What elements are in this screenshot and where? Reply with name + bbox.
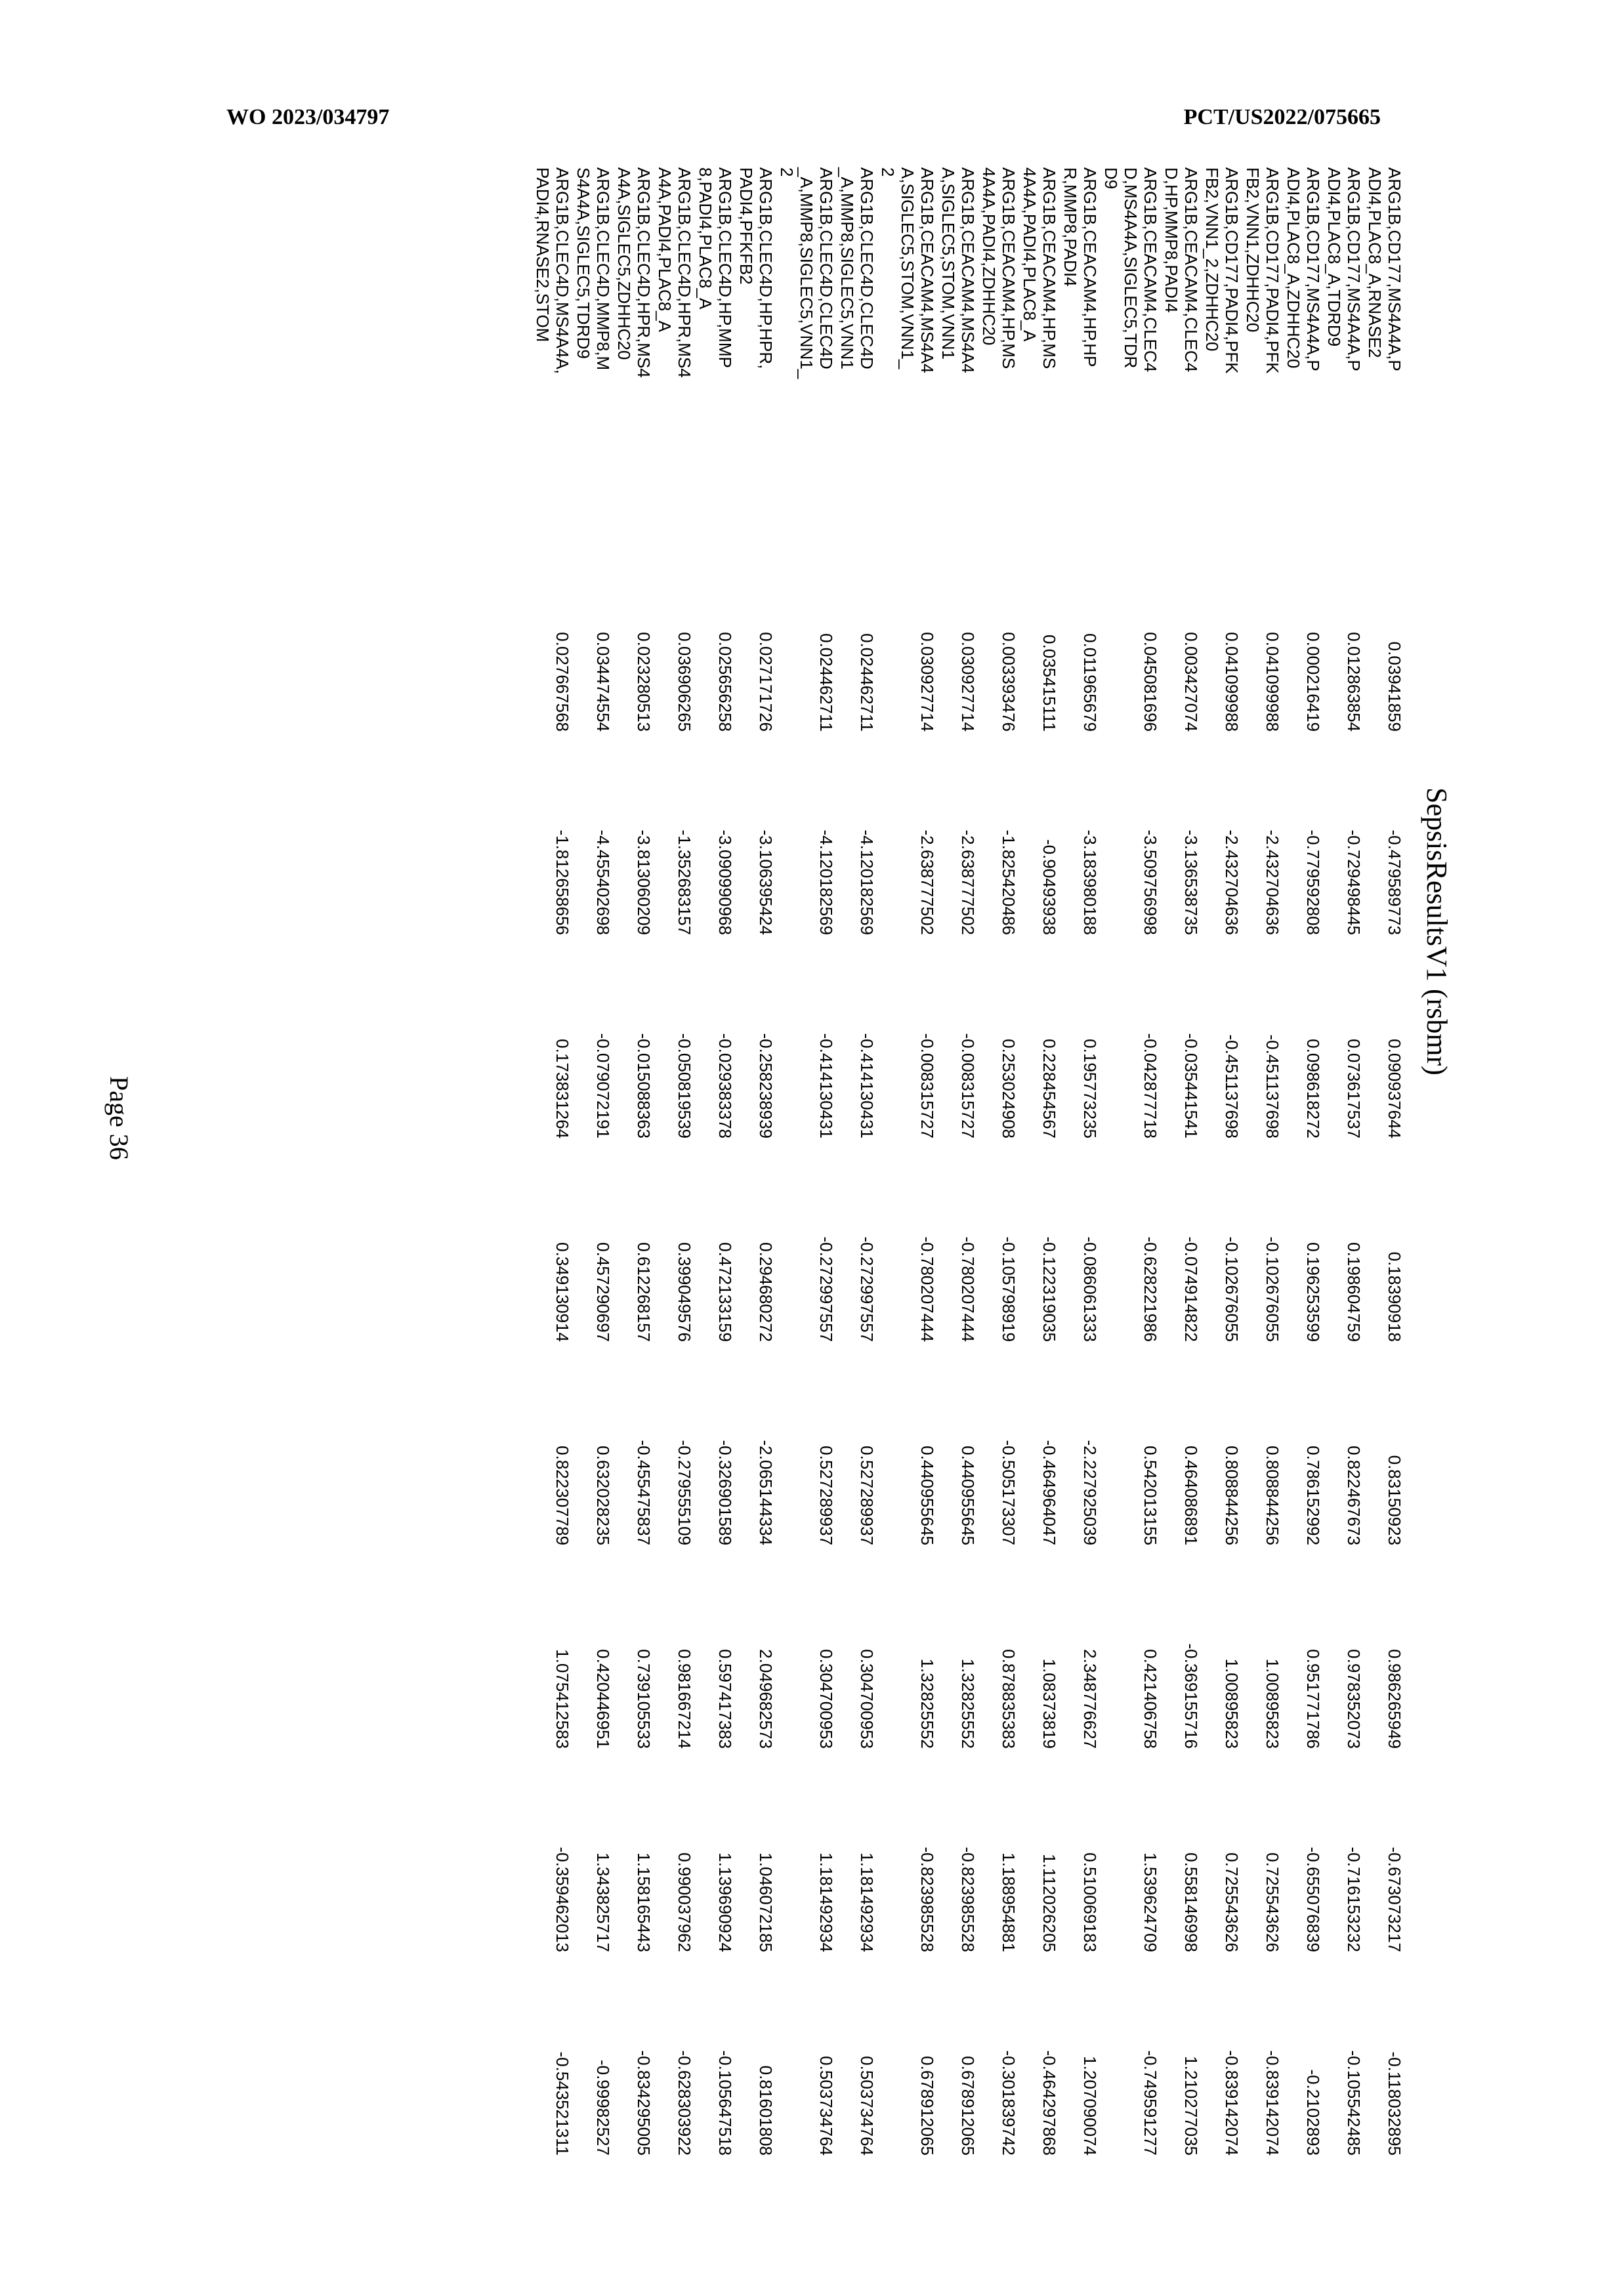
gene-set-line: A,SIGLEC5,STOM,VNN1_	[898, 167, 917, 369]
value-cell: 1.539624709	[1141, 1852, 1160, 1952]
value-cell: 0.027171726	[756, 632, 776, 732]
gene-set-cell	[1323, 167, 1364, 528]
value-cell: -0.272997557	[816, 1236, 836, 1342]
value-cell: 0.030927714	[958, 632, 978, 732]
value-cell: -0.258238939	[756, 1033, 776, 1138]
value-cell: 0.739105533	[634, 1649, 654, 1749]
value-cell: -0.780207444	[917, 1236, 937, 1342]
value-cell: 0.349130914	[553, 1242, 572, 1342]
value-cell: -1.812658656	[553, 829, 572, 935]
value-cell: 2.348776627	[1080, 1649, 1100, 1749]
table-row	[1059, 167, 1100, 2156]
value-cell: -0.505173307	[999, 1440, 1018, 1545]
table-row	[532, 167, 572, 2156]
value-cell: -0.839142074	[1263, 2050, 1282, 2156]
value-cell: -1.825420486	[999, 829, 1018, 935]
value-cell: 0.173831264	[553, 1039, 572, 1138]
value-cell: 0.003393476	[999, 632, 1018, 732]
value-cell: -0.118032895	[1385, 2051, 1404, 2156]
value-cell: -0.086061333	[1080, 1236, 1100, 1342]
value-cell: 0.027667568	[553, 632, 572, 732]
value-cell: -2.432704636	[1263, 829, 1282, 935]
table-row	[654, 167, 694, 2156]
value-cell: -0.543521311	[553, 2051, 572, 2156]
value-cell: -2.638777502	[958, 829, 978, 935]
gene-set-cell	[654, 167, 694, 528]
value-cell: 1.00895823	[1263, 1658, 1282, 1749]
value-cell: 0.294680272	[756, 1242, 776, 1342]
gene-set-line: ARG1B,CD177,MS4A4A,P	[1385, 167, 1404, 371]
value-cell: -3.136538735	[1181, 829, 1201, 935]
value-cell: -0.823985528	[958, 1847, 978, 1952]
value-cell: 1.112026205	[1040, 1854, 1059, 1952]
value-cell: -0.464297868	[1040, 2050, 1059, 2156]
value-cell: 0.440955645	[958, 1446, 978, 1545]
gene-set-line: ARG1B,CEACAM4,MS4A4	[917, 167, 937, 373]
gene-set-line: R,MMP8,PADI4	[1060, 167, 1080, 287]
value-cell: -0.272997557	[857, 1236, 877, 1342]
value-cell: 0.030927714	[917, 632, 937, 732]
value-cell: -0.628221986	[1141, 1236, 1160, 1342]
value-cell: 0.822307789	[553, 1446, 572, 1545]
value-cell: 0.632028235	[593, 1446, 613, 1545]
gene-set-cell	[1018, 167, 1059, 528]
gene-set-cell	[572, 167, 613, 528]
value-cell: 1.32825552	[958, 1658, 978, 1749]
table-row	[776, 167, 836, 2156]
value-cell: 0.981667214	[675, 1649, 694, 1749]
value-cell: -0.074914822	[1181, 1236, 1201, 1342]
value-cell: 0.03941859	[1385, 641, 1404, 732]
value-cell: 0.978352073	[1344, 1649, 1364, 1749]
gene-set-line: ARG1B,CEACAM4,MS4A4	[958, 167, 978, 373]
table-title: SepsisResultsV1 (rsbmr)	[1421, 787, 1453, 1075]
value-cell: 0.198604759	[1344, 1242, 1364, 1342]
gene-set-line: ADI4,PLAC8_A,RNASE2	[1365, 167, 1385, 358]
value-cell: 0.041099988	[1263, 632, 1282, 732]
value-cell: -0.008315727	[917, 1033, 937, 1138]
value-cell: 0.025656258	[715, 632, 735, 732]
value-cell: 0.786152992	[1303, 1446, 1323, 1545]
value-cell: 0.822467673	[1344, 1446, 1364, 1545]
gene-set-line: ARG1B,CLEC4D,MS4A4A,	[553, 167, 572, 375]
gene-set-line: ARG1B,CLEC4D,HP,MMP	[715, 167, 735, 368]
value-cell: 0.090937644	[1385, 1039, 1404, 1138]
value-cell: 0.81601808	[756, 2065, 776, 2156]
page-number: Page 36	[104, 1076, 134, 1160]
value-cell: 1.210277035	[1181, 2056, 1201, 2156]
value-cell: 0.420446951	[593, 1649, 613, 1749]
value-cell: -0.716153232	[1344, 1847, 1364, 1952]
value-cell: -3.183980188	[1080, 829, 1100, 935]
gene-set-cell	[836, 167, 877, 528]
value-cell: -3.106395424	[756, 829, 776, 935]
value-cell: 0.399049576	[675, 1242, 694, 1342]
gene-set-cell	[937, 167, 978, 528]
table-row	[1282, 167, 1323, 2156]
gene-set-cell	[1100, 167, 1160, 528]
value-cell: 0.510069183	[1080, 1852, 1100, 1952]
value-cell: 0.228454567	[1040, 1039, 1059, 1138]
value-cell: 0.041099988	[1222, 632, 1242, 732]
value-cell: 1.181492934	[857, 1852, 877, 1952]
gene-set-line: FB2,VNN1,ZDHHC20	[1243, 167, 1263, 333]
patent-number: WO 2023/034797	[226, 105, 390, 129]
value-cell: 0.421406758	[1141, 1649, 1160, 1749]
gene-set-line: ARG1B,CD177,MS4A4A,P	[1344, 167, 1364, 371]
value-cell: -0.414130431	[857, 1033, 877, 1138]
value-cell: 0.503734764	[816, 2056, 836, 2156]
value-cell: 0.023280513	[634, 632, 654, 732]
gene-set-line: 2	[878, 167, 898, 177]
value-cell: -0.050819539	[675, 1033, 694, 1138]
value-cell: -0.2102893	[1303, 2069, 1323, 2156]
value-cell: 0.542013155	[1141, 1446, 1160, 1545]
gene-set-line: PADI4,PFKFB2	[736, 167, 756, 285]
value-cell: 0.034474554	[593, 632, 613, 732]
value-cell: 2.049682573	[756, 1649, 776, 1749]
value-cell: 0.527289937	[857, 1446, 877, 1545]
value-cell: -4.455402698	[593, 829, 613, 935]
value-cell: 0.503734764	[857, 2056, 877, 2156]
gene-set-line: ARG1B,CD177,PADI4,PFK	[1263, 167, 1282, 374]
value-cell: 0.472133159	[715, 1242, 735, 1342]
value-cell: 0.098618272	[1303, 1039, 1323, 1138]
table-row	[1201, 167, 1242, 2156]
value-cell: 0.073617537	[1344, 1039, 1364, 1138]
table-row	[1160, 167, 1201, 2156]
value-cell: 0.18390918	[1385, 1251, 1404, 1342]
value-cell: 1.139690924	[715, 1852, 735, 1952]
value-cell: -0.479589773	[1385, 829, 1404, 935]
table-row	[735, 167, 776, 2156]
value-cell: -0.729498445	[1344, 829, 1364, 935]
value-cell: 0.457290697	[593, 1242, 613, 1342]
table-body	[532, 167, 1404, 2156]
value-cell: 0.035415111	[1040, 635, 1059, 732]
value-cell: 0.195773235	[1080, 1039, 1100, 1138]
gene-set-line: ARG1B,CEACAM4,HP,MS	[999, 167, 1018, 369]
gene-set-cell	[694, 167, 735, 528]
gene-set-line: D,MS4A4A,SIGLEC5,TDR	[1121, 167, 1141, 369]
gene-set-line: ARG1B,CLEC4D,HPR,MS4	[634, 167, 654, 378]
value-cell: -0.749591277	[1141, 2050, 1160, 2156]
value-cell: -2.638777502	[917, 829, 937, 935]
value-cell: -4.120182569	[857, 829, 877, 935]
value-cell: -1.352683157	[675, 829, 694, 935]
value-cell: 0.440955645	[917, 1446, 937, 1545]
gene-set-line: _A,MMP8,SIGLEC5,VNN1_	[797, 167, 816, 379]
gene-set-line: _A,MMP8,SIGLEC5,VNN1	[837, 167, 857, 369]
value-cell: -0.839142074	[1222, 2050, 1242, 2156]
value-cell: -0.035441541	[1181, 1033, 1201, 1138]
value-cell: -0.326901589	[715, 1440, 735, 1545]
table-row	[1364, 167, 1404, 2156]
value-cell: 0.011965679	[1080, 633, 1100, 732]
table-row	[1018, 167, 1059, 2156]
value-cell: 0.464086891	[1181, 1446, 1201, 1545]
value-cell: -0.90493938	[1040, 839, 1059, 935]
gene-set-cell	[1282, 167, 1323, 528]
gene-set-line: 2	[777, 167, 797, 177]
value-cell: -0.079072191	[593, 1033, 613, 1138]
value-cell: -0.301839742	[999, 2050, 1018, 2156]
value-cell: 1.158165443	[634, 1852, 654, 1952]
gene-set-line: ARG1B,CLEC4D,HPR,MS4	[675, 167, 694, 378]
value-cell: -0.105798919	[999, 1236, 1018, 1342]
gene-set-cell	[1242, 167, 1282, 528]
application-number: PCT/US2022/075665	[1183, 105, 1381, 129]
gene-set-cell	[877, 167, 937, 528]
value-cell: -3.090990968	[715, 829, 735, 935]
gene-set-cell	[1160, 167, 1201, 528]
gene-set-line: ARG1B,CEACAM4,CLEC4	[1141, 167, 1160, 373]
value-cell: -0.359462013	[553, 1847, 572, 1952]
value-cell: 1.075412583	[553, 1649, 572, 1749]
gene-set-line: ARG1B,CLEC4D,HP,HPR,	[756, 167, 776, 369]
value-cell: -0.779592808	[1303, 829, 1323, 935]
table-row	[1100, 167, 1160, 2156]
value-cell: 0.597417383	[715, 1649, 735, 1749]
gene-set-line: ARG1B,CLEC4D,CLEC4D	[857, 167, 877, 369]
value-cell: 0.304700953	[857, 1649, 877, 1749]
value-cell: -2.065144334	[756, 1440, 776, 1545]
value-cell: 0.878835383	[999, 1649, 1018, 1749]
value-cell: -0.122319035	[1040, 1236, 1059, 1342]
value-cell: -4.120182569	[816, 829, 836, 935]
value-cell: -0.008315727	[958, 1033, 978, 1138]
value-cell: -0.102676055	[1222, 1236, 1242, 1342]
gene-set-cell	[776, 167, 836, 528]
gene-set-line: D9	[1101, 167, 1121, 190]
value-cell: 1.08373819	[1040, 1658, 1059, 1749]
gene-set-line: 8,PADI4,PLAC8_A	[696, 167, 715, 310]
gene-set-line: ARG1B,CD177,PADI4,PFK	[1222, 167, 1242, 374]
value-cell: -0.628303922	[675, 2050, 694, 2156]
value-cell: 1.343825717	[593, 1852, 613, 1952]
value-cell: 0.986265949	[1385, 1649, 1404, 1749]
gene-set-line: ADI4,PLAC8_A,ZDHHC20	[1284, 167, 1303, 369]
table-row	[836, 167, 877, 2156]
gene-set-cell	[1364, 167, 1404, 528]
gene-set-line: ARG1B,CEACAM4,HP,HP	[1080, 167, 1100, 367]
gene-set-line: 4A4A,PADI4,PLAC8_A	[1020, 167, 1040, 342]
value-cell: -0.042877718	[1141, 1033, 1160, 1138]
gene-set-cell	[1201, 167, 1242, 528]
value-cell: -0.105647518	[715, 2050, 735, 2156]
gene-set-line: S4A4A,SIGLEC5,TDRD9	[574, 167, 593, 359]
gene-set-line: A4A,PADI4,PLAC8_A	[655, 167, 675, 332]
value-cell: 0.024462711	[816, 633, 836, 732]
value-cell: -0.834295005	[634, 2050, 654, 2156]
value-cell: -0.102676055	[1263, 1236, 1282, 1342]
value-cell: -3.813060209	[634, 829, 654, 935]
gene-set-line: 4A4A,PADI4,ZDHHC20	[979, 167, 999, 346]
gene-set-line: FB2,VNN1_2,ZDHHC20	[1202, 167, 1222, 352]
value-cell: 0.003427074	[1181, 632, 1201, 732]
value-cell: -0.655076839	[1303, 1847, 1323, 1952]
value-cell: 1.00895823	[1222, 1658, 1242, 1749]
value-cell: 0.678912065	[917, 2056, 937, 2156]
gene-set-line: ARG1B,CEACAM4,CLEC4	[1181, 167, 1201, 373]
gene-set-line: ARG1B,CLEC4D,MMP8,M	[593, 167, 613, 371]
gene-set-cell	[532, 167, 572, 528]
gene-set-line: ARG1B,CD177,MS4A4A,P	[1303, 167, 1323, 371]
gene-set-line: A4A,SIGLEC5,ZDHHC20	[614, 167, 634, 360]
gene-set-line: ARG1B,CLEC4D,CLEC4D	[816, 167, 836, 369]
value-cell: 0.304700953	[816, 1649, 836, 1749]
value-cell: -3.509756998	[1141, 829, 1160, 935]
value-cell: 0.012863854	[1344, 632, 1364, 732]
value-cell: 0.527289937	[816, 1446, 836, 1545]
value-cell: 0.951771786	[1303, 1649, 1323, 1749]
gene-set-cell	[978, 167, 1018, 528]
results-table	[532, 167, 1404, 2156]
table-row	[694, 167, 735, 2156]
value-cell: 0.024462711	[857, 633, 877, 732]
value-cell: -0.029383378	[715, 1033, 735, 1138]
value-cell: -0.414130431	[816, 1033, 836, 1138]
value-cell: -0.451137698	[1222, 1034, 1242, 1138]
table-row	[978, 167, 1018, 2156]
value-cell: -0.369155716	[1181, 1643, 1201, 1749]
value-cell: 0.612268157	[634, 1242, 654, 1342]
value-cell: 0.678912065	[958, 2056, 978, 2156]
value-cell: -0.823985528	[917, 1847, 937, 1952]
value-cell: 0.253024908	[999, 1039, 1018, 1138]
value-cell: 0.196253599	[1303, 1242, 1323, 1342]
value-cell: -0.015088363	[634, 1033, 654, 1138]
value-cell: 1.046072185	[756, 1852, 776, 1952]
value-cell: -0.99982527	[593, 2059, 613, 2156]
value-cell: 0.725543626	[1222, 1852, 1242, 1952]
value-cell: -2.227925039	[1080, 1440, 1100, 1545]
table-row	[1242, 167, 1282, 2156]
value-cell: 1.188954881	[999, 1852, 1018, 1952]
value-cell: -0.780207444	[958, 1236, 978, 1342]
gene-set-line: PADI4,RNASE2,STOM	[533, 167, 553, 343]
value-cell: -0.105542485	[1344, 2050, 1364, 2156]
value-cell: 0.000216419	[1303, 632, 1323, 732]
value-cell: 0.83150923	[1385, 1455, 1404, 1545]
value-cell: 0.036906265	[675, 632, 694, 732]
value-cell: 0.725543626	[1263, 1852, 1282, 1952]
value-cell: -0.279555109	[675, 1440, 694, 1545]
gene-set-cell	[613, 167, 654, 528]
gene-set-cell	[735, 167, 776, 528]
gene-set-line: A,SIGLEC5,STOM,VNN1	[938, 167, 958, 360]
gene-set-line: D,HP,MMP8,PADI4	[1162, 167, 1181, 313]
gene-set-cell	[1059, 167, 1100, 528]
value-cell: 1.32825552	[917, 1658, 937, 1749]
table-row	[613, 167, 654, 2156]
gene-set-line: ADI4,PLAC8_A,TDRD9	[1324, 167, 1344, 347]
table-row	[877, 167, 937, 2156]
value-cell: -0.673073217	[1385, 1847, 1404, 1952]
value-cell: 0.808844256	[1222, 1446, 1242, 1545]
value-cell: -0.451137698	[1263, 1034, 1282, 1138]
value-cell: 0.558146998	[1181, 1852, 1201, 1952]
value-cell: 1.181492934	[816, 1852, 836, 1952]
table-row	[572, 167, 613, 2156]
value-cell: -2.432704636	[1222, 829, 1242, 935]
results-table-container	[532, 167, 1404, 2169]
gene-set-line: ARG1B,CEACAM4,HP,MS	[1040, 167, 1059, 369]
value-cell: -0.455475837	[634, 1440, 654, 1545]
value-cell: 0.808844256	[1263, 1446, 1282, 1545]
value-cell: -0.464964047	[1040, 1440, 1059, 1545]
value-cell: 1.207090074	[1080, 2056, 1100, 2156]
table-row	[1323, 167, 1364, 2156]
value-cell: 0.990037962	[675, 1852, 694, 1952]
value-cell: 0.045081696	[1141, 632, 1160, 732]
table-row	[937, 167, 978, 2156]
